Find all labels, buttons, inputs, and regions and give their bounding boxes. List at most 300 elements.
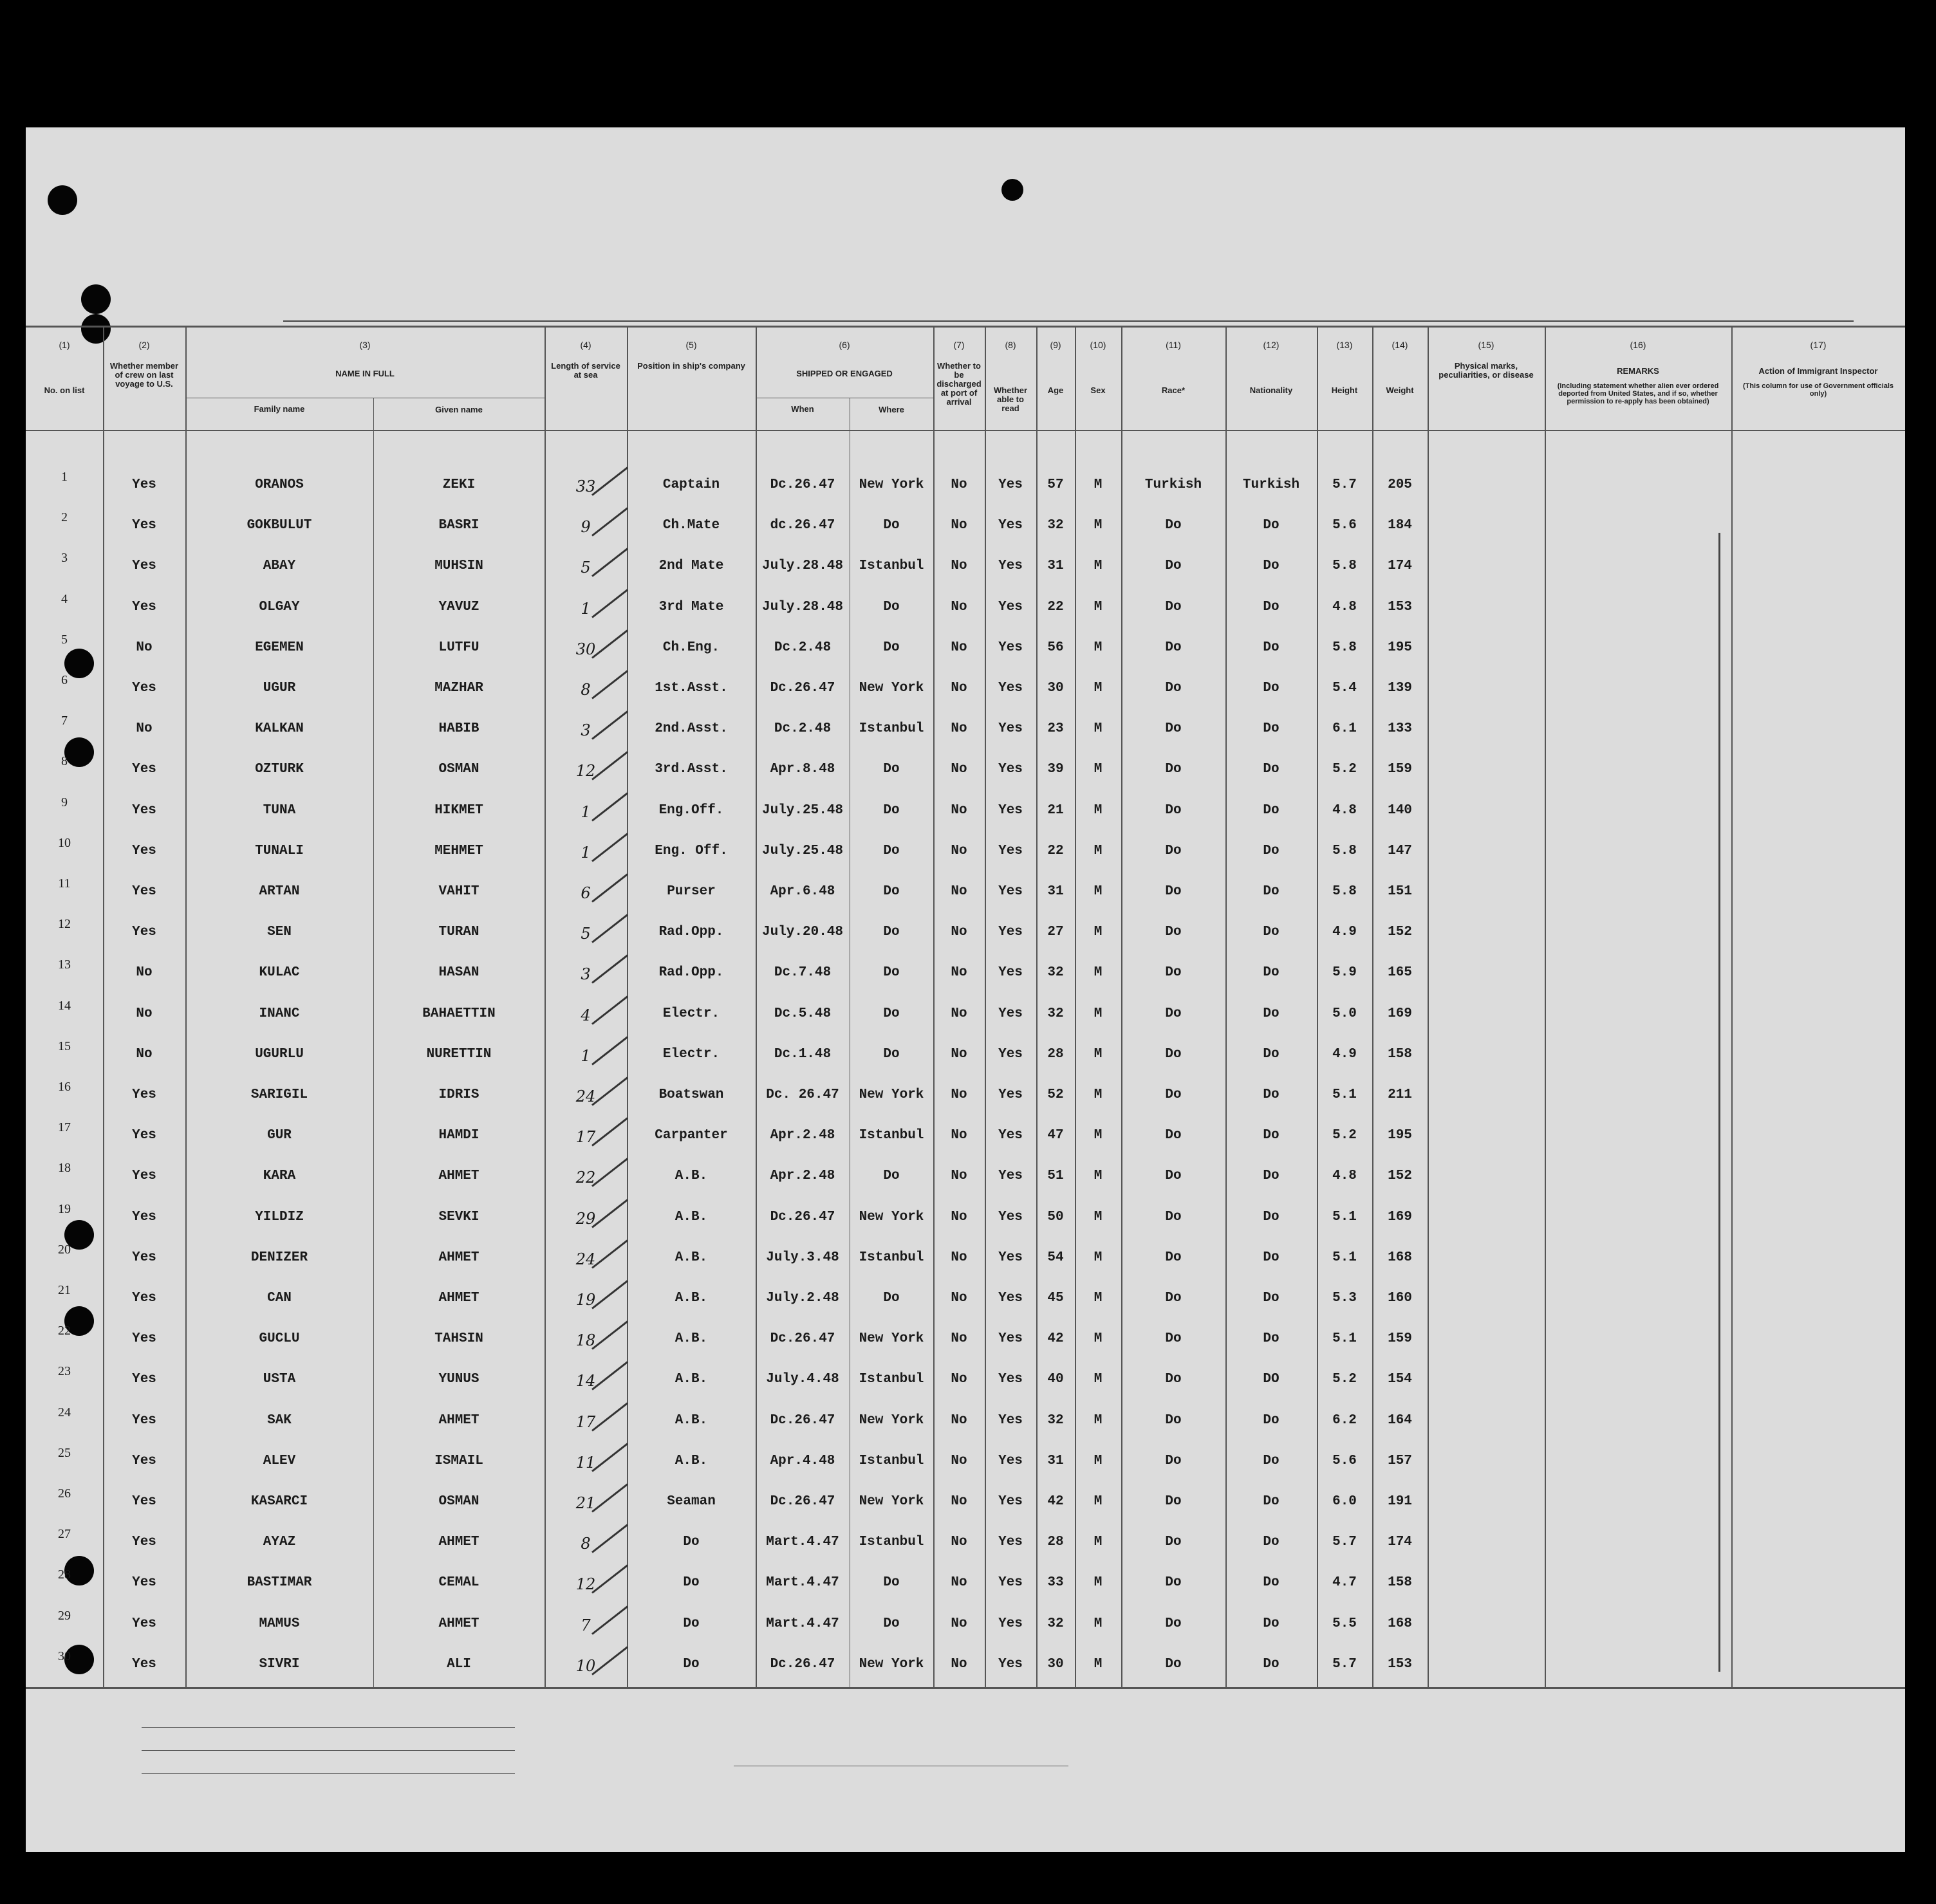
family-name-cell: YILDIZ bbox=[255, 1209, 304, 1225]
family-name-cell: UGURLU bbox=[255, 1046, 304, 1062]
race-cell: Do bbox=[1165, 1372, 1182, 1387]
row-number: 21 bbox=[58, 1283, 71, 1297]
sex-cell: M bbox=[1094, 1169, 1103, 1184]
position-cell: A.B. bbox=[675, 1169, 708, 1184]
race-cell: Do bbox=[1165, 640, 1182, 655]
weight-cell: 165 bbox=[1388, 965, 1412, 981]
sex-cell: M bbox=[1094, 965, 1103, 981]
given-name-cell: TAHSIN bbox=[434, 1331, 483, 1347]
family-name-cell: ABAY bbox=[263, 559, 296, 574]
family-name-cell: TUNALI bbox=[255, 843, 304, 858]
age-cell: 32 bbox=[1047, 965, 1064, 981]
service-length-cell: 14 bbox=[575, 1372, 596, 1391]
nationality-cell: Turkish bbox=[1242, 477, 1300, 492]
row-number: 25 bbox=[58, 1445, 71, 1460]
nationality-cell: Do bbox=[1263, 640, 1280, 655]
column-header-rule bbox=[26, 430, 1905, 431]
weight-cell: 157 bbox=[1388, 1453, 1412, 1468]
last-voyage-cell: Yes bbox=[132, 1128, 156, 1143]
discharged-cell: No bbox=[951, 802, 967, 818]
given-name-cell: NURETTIN bbox=[426, 1046, 492, 1062]
shipped-where-cell: Do bbox=[883, 1616, 900, 1631]
shipped-when-cell: Dc.2.48 bbox=[774, 721, 832, 737]
discharged-cell: No bbox=[951, 1616, 967, 1631]
height-cell: 6.1 bbox=[1332, 721, 1357, 737]
given-name-cell: HASAN bbox=[438, 965, 479, 981]
column-number: (7) bbox=[953, 340, 965, 350]
nationality-cell: Do bbox=[1263, 721, 1280, 737]
discharged-cell: No bbox=[951, 1656, 967, 1672]
family-name-cell: KASARCI bbox=[250, 1494, 308, 1509]
shipped-when-cell: July.20.48 bbox=[761, 925, 844, 940]
column-header: Position in ship's company bbox=[637, 361, 745, 371]
height-cell: 6.2 bbox=[1332, 1412, 1357, 1428]
position-cell: Ch.Eng. bbox=[662, 640, 720, 655]
height-cell: 5.2 bbox=[1332, 762, 1357, 777]
able-to-read-cell: Yes bbox=[998, 1006, 1023, 1021]
given-name-cell: MUHSIN bbox=[434, 559, 483, 574]
position-cell: Electr. bbox=[662, 1046, 720, 1062]
age-cell: 33 bbox=[1047, 1575, 1064, 1591]
age-cell: 28 bbox=[1047, 1535, 1064, 1550]
family-name-cell: KALKAN bbox=[255, 721, 304, 737]
column-header: Weight bbox=[1386, 385, 1414, 395]
nationality-cell: Do bbox=[1263, 1209, 1280, 1225]
shipped-where-cell: Do bbox=[883, 1046, 900, 1062]
able-to-read-cell: Yes bbox=[998, 1575, 1023, 1591]
row-number: 16 bbox=[58, 1080, 71, 1094]
weight-cell: 205 bbox=[1388, 477, 1412, 492]
family-name-cell: SIVRI bbox=[259, 1656, 300, 1672]
race-cell: Do bbox=[1165, 965, 1182, 981]
row-number: 26 bbox=[58, 1486, 71, 1501]
shipped-when-cell: Dc.26.47 bbox=[770, 1331, 835, 1347]
shipped-when-cell: Dc.26.47 bbox=[770, 1494, 835, 1509]
discharged-cell: No bbox=[951, 599, 967, 615]
service-length-cell: 12 bbox=[575, 762, 596, 781]
discharged-cell: No bbox=[951, 1046, 967, 1062]
row-number: 14 bbox=[58, 998, 71, 1013]
position-cell: Eng. Off. bbox=[655, 843, 728, 858]
nationality-cell: Do bbox=[1263, 762, 1280, 777]
able-to-read-cell: Yes bbox=[998, 1494, 1023, 1509]
last-voyage-cell: Yes bbox=[132, 477, 156, 492]
sex-cell: M bbox=[1094, 1372, 1103, 1387]
age-cell: 32 bbox=[1047, 1006, 1064, 1021]
shipped-where-cell: New York bbox=[859, 1331, 924, 1347]
shipped-when-cell: Mart.4.47 bbox=[766, 1575, 839, 1591]
sex-cell: M bbox=[1094, 1250, 1103, 1265]
shipped-where-cell: New York bbox=[859, 1087, 924, 1102]
weight-cell: 158 bbox=[1388, 1575, 1412, 1591]
shipped-when-cell: July.2.48 bbox=[766, 1291, 839, 1306]
age-cell: 42 bbox=[1047, 1331, 1064, 1347]
column-header: Sex bbox=[1090, 385, 1106, 395]
service-length-cell: 6 bbox=[581, 884, 591, 902]
race-cell: Do bbox=[1165, 762, 1182, 777]
service-length-cell: 7 bbox=[581, 1616, 591, 1634]
given-name-cell: AHMET bbox=[438, 1412, 479, 1428]
sex-cell: M bbox=[1094, 884, 1103, 899]
row-number: 18 bbox=[58, 1161, 71, 1176]
sex-cell: M bbox=[1094, 1535, 1103, 1550]
shipped-when-cell: July.25.48 bbox=[761, 843, 844, 858]
sex-cell: M bbox=[1094, 1087, 1103, 1102]
shipped-where-cell: Do bbox=[883, 802, 900, 818]
last-voyage-cell: Yes bbox=[132, 1291, 156, 1306]
weight-cell: 160 bbox=[1388, 1291, 1412, 1306]
nationality-cell: Do bbox=[1263, 1046, 1280, 1062]
nationality-cell: Do bbox=[1263, 518, 1280, 533]
position-cell: Do bbox=[683, 1575, 700, 1591]
discharged-cell: No bbox=[951, 1331, 967, 1347]
row-number: 19 bbox=[58, 1201, 71, 1216]
sex-cell: M bbox=[1094, 1575, 1103, 1591]
column-number: (17) bbox=[1810, 340, 1827, 350]
service-length-cell: 18 bbox=[575, 1331, 596, 1350]
given-name-cell: AHMET bbox=[438, 1616, 479, 1631]
shipped-where-cell: Do bbox=[883, 640, 900, 655]
age-cell: 21 bbox=[1047, 802, 1064, 818]
last-voyage-cell: Yes bbox=[132, 802, 156, 818]
service-length-cell: 33 bbox=[575, 477, 596, 495]
shipped-where-cell: New York bbox=[859, 1412, 924, 1428]
discharged-cell: No bbox=[951, 1169, 967, 1184]
shipped-where-cell: Do bbox=[883, 1575, 900, 1591]
service-length-cell: 1 bbox=[581, 1046, 591, 1065]
weight-cell: 159 bbox=[1388, 762, 1412, 777]
row-number: 20 bbox=[58, 1242, 71, 1257]
weight-cell: 169 bbox=[1388, 1209, 1412, 1225]
weight-cell: 195 bbox=[1388, 640, 1412, 655]
able-to-read-cell: Yes bbox=[998, 884, 1023, 899]
nationality-cell: Do bbox=[1263, 884, 1280, 899]
able-to-read-cell: Yes bbox=[998, 1453, 1023, 1468]
height-cell: 5.1 bbox=[1332, 1209, 1357, 1225]
column-number: (9) bbox=[1050, 340, 1061, 350]
given-name-cell: VAHIT bbox=[438, 884, 479, 899]
sex-cell: M bbox=[1094, 1046, 1103, 1062]
service-length-cell: 12 bbox=[575, 1575, 596, 1594]
last-voyage-cell: No bbox=[136, 721, 153, 737]
age-cell: 23 bbox=[1047, 721, 1064, 737]
service-length-cell: 5 bbox=[581, 559, 591, 577]
shipped-when-cell: Apr.4.48 bbox=[770, 1453, 835, 1468]
race-cell: Do bbox=[1165, 681, 1182, 696]
age-cell: 30 bbox=[1047, 681, 1064, 696]
position-cell: Do bbox=[683, 1616, 700, 1631]
column-header: NAME IN FULL bbox=[335, 369, 395, 378]
shipped-where-cell: New York bbox=[859, 477, 924, 492]
shipped-where-cell: Do bbox=[883, 1169, 900, 1184]
weight-cell: 184 bbox=[1388, 518, 1412, 533]
discharged-cell: No bbox=[951, 1494, 967, 1509]
last-voyage-cell: No bbox=[136, 965, 153, 981]
able-to-read-cell: Yes bbox=[998, 640, 1023, 655]
last-voyage-cell: Yes bbox=[132, 1169, 156, 1184]
height-cell: 4.8 bbox=[1332, 1169, 1357, 1184]
sex-cell: M bbox=[1094, 559, 1103, 574]
service-length-cell: 1 bbox=[581, 599, 591, 618]
column-number: (13) bbox=[1336, 340, 1353, 350]
row-number: 22 bbox=[58, 1324, 71, 1338]
column-header: Height bbox=[1331, 385, 1358, 395]
row-number: 11 bbox=[58, 876, 71, 891]
discharged-cell: No bbox=[951, 1535, 967, 1550]
sex-cell: M bbox=[1094, 640, 1103, 655]
row-number: 13 bbox=[58, 957, 71, 972]
height-cell: 5.9 bbox=[1332, 965, 1357, 981]
service-length-cell: 8 bbox=[581, 1535, 591, 1553]
column-number: (1) bbox=[59, 340, 70, 350]
height-cell: 6.0 bbox=[1332, 1494, 1357, 1509]
nationality-cell: Do bbox=[1263, 1453, 1280, 1468]
weight-cell: 154 bbox=[1388, 1372, 1412, 1387]
shipped-where-cell: New York bbox=[859, 1209, 924, 1225]
row-number: 8 bbox=[61, 754, 68, 769]
nationality-cell: DO bbox=[1263, 1372, 1280, 1387]
sex-cell: M bbox=[1094, 477, 1103, 492]
given-name-cell: HIKMET bbox=[434, 802, 483, 818]
position-cell: A.B. bbox=[675, 1250, 708, 1265]
shipped-where-cell: Istanbul bbox=[859, 1372, 924, 1387]
given-name-cell: HAMDI bbox=[438, 1128, 479, 1143]
last-voyage-cell: Yes bbox=[132, 762, 156, 777]
able-to-read-cell: Yes bbox=[998, 599, 1023, 615]
service-length-cell: 5 bbox=[581, 925, 591, 943]
age-cell: 51 bbox=[1047, 1169, 1064, 1184]
weight-cell: 191 bbox=[1388, 1494, 1412, 1509]
position-cell: A.B. bbox=[675, 1291, 708, 1306]
column-header: Action of Immigrant Inspector bbox=[1758, 366, 1878, 376]
able-to-read-cell: Yes bbox=[998, 1046, 1023, 1062]
able-to-read-cell: Yes bbox=[998, 1656, 1023, 1672]
discharged-cell: No bbox=[951, 1575, 967, 1591]
able-to-read-cell: Yes bbox=[998, 721, 1023, 737]
height-cell: 4.8 bbox=[1332, 599, 1357, 615]
sex-cell: M bbox=[1094, 1209, 1103, 1225]
nationality-cell: Do bbox=[1263, 1128, 1280, 1143]
weight-cell: 133 bbox=[1388, 721, 1412, 737]
age-cell: 32 bbox=[1047, 1616, 1064, 1631]
race-cell: Do bbox=[1165, 1656, 1182, 1672]
shipped-where-cell: Do bbox=[883, 518, 900, 533]
able-to-read-cell: Yes bbox=[998, 1209, 1023, 1225]
shipped-where-cell: Istanbul bbox=[859, 1128, 924, 1143]
race-cell: Do bbox=[1165, 1087, 1182, 1102]
last-voyage-cell: Yes bbox=[132, 1087, 156, 1102]
weight-cell: 158 bbox=[1388, 1046, 1412, 1062]
shipped-when-cell: Apr.2.48 bbox=[770, 1128, 835, 1143]
height-cell: 5.7 bbox=[1332, 1656, 1357, 1672]
service-length-cell: 9 bbox=[581, 518, 591, 537]
column-header: REMARKS bbox=[1617, 366, 1659, 376]
able-to-read-cell: Yes bbox=[998, 559, 1023, 574]
sex-cell: M bbox=[1094, 1006, 1103, 1021]
race-cell: Do bbox=[1165, 1291, 1182, 1306]
column-number: (14) bbox=[1392, 340, 1408, 350]
nationality-cell: Do bbox=[1263, 681, 1280, 696]
family-name-cell: GUCLU bbox=[259, 1331, 300, 1347]
discharged-cell: No bbox=[951, 1209, 967, 1225]
column-number: (2) bbox=[138, 340, 150, 350]
row-number: 5 bbox=[61, 632, 68, 647]
position-cell: A.B. bbox=[675, 1372, 708, 1387]
column-subheader: (Including statement whether alien ever ordered deported from United States, and if so, whether permission to re-apply has been obtained) bbox=[1557, 382, 1719, 405]
position-cell: A.B. bbox=[675, 1412, 708, 1428]
given-name-cell: TURAN bbox=[438, 925, 479, 940]
last-voyage-cell: Yes bbox=[132, 843, 156, 858]
weight-cell: 211 bbox=[1388, 1087, 1412, 1102]
height-cell: 5.8 bbox=[1332, 559, 1357, 574]
table-bottom-rule bbox=[26, 1687, 1905, 1689]
position-cell: 3rd.Asst. bbox=[655, 762, 728, 777]
sex-cell: M bbox=[1094, 1291, 1103, 1306]
position-cell: Eng.Off. bbox=[658, 802, 724, 818]
punch-hole bbox=[48, 185, 77, 215]
race-cell: Turkish bbox=[1144, 477, 1202, 492]
shipped-when-cell: Dc.26.47 bbox=[770, 1412, 835, 1428]
family-name-cell: SARIGIL bbox=[250, 1087, 308, 1102]
height-cell: 5.8 bbox=[1332, 884, 1357, 899]
service-length-cell: 10 bbox=[575, 1656, 596, 1675]
column-header: Race* bbox=[1161, 385, 1186, 395]
able-to-read-cell: Yes bbox=[998, 925, 1023, 940]
family-name-cell: BASTIMAR bbox=[247, 1575, 312, 1591]
race-cell: Do bbox=[1165, 884, 1182, 899]
height-cell: 5.6 bbox=[1332, 1453, 1357, 1468]
given-name-cell: OSMAN bbox=[438, 1494, 479, 1509]
discharged-cell: No bbox=[951, 518, 967, 533]
column-number: (4) bbox=[580, 340, 591, 350]
nationality-cell: Do bbox=[1263, 559, 1280, 574]
shipped-where-cell: New York bbox=[859, 681, 924, 696]
race-cell: Do bbox=[1165, 1535, 1182, 1550]
column-number: (5) bbox=[685, 340, 697, 350]
row-number: 12 bbox=[58, 917, 71, 932]
able-to-read-cell: Yes bbox=[998, 1372, 1023, 1387]
discharged-cell: No bbox=[951, 681, 967, 696]
last-voyage-cell: Yes bbox=[132, 1575, 156, 1591]
position-cell: Boatswan bbox=[658, 1087, 724, 1102]
shipped-when-cell: Dc.26.47 bbox=[770, 1656, 835, 1672]
race-cell: Do bbox=[1165, 1616, 1182, 1631]
height-cell: 5.2 bbox=[1332, 1372, 1357, 1387]
family-name-cell: ARTAN bbox=[259, 884, 300, 899]
shipped-when-cell: Mart.4.47 bbox=[766, 1535, 839, 1550]
shipped-when-cell: Dc.2.48 bbox=[774, 640, 832, 655]
weight-cell: 159 bbox=[1388, 1331, 1412, 1347]
column-header: Whether to be discharged at port of arrival bbox=[936, 361, 982, 407]
last-voyage-cell: No bbox=[136, 1006, 153, 1021]
family-name-cell: GOKBULUT bbox=[247, 518, 312, 533]
column-number: (11) bbox=[1166, 340, 1181, 350]
shipped-where-cell: New York bbox=[859, 1656, 924, 1672]
shipped-when-cell: July.3.48 bbox=[766, 1250, 839, 1265]
height-cell: 4.9 bbox=[1332, 1046, 1357, 1062]
position-cell: 2nd.Asst. bbox=[655, 721, 728, 737]
position-cell: Electr. bbox=[662, 1006, 720, 1021]
race-cell: Do bbox=[1165, 599, 1182, 615]
row-number: 15 bbox=[58, 1039, 71, 1053]
position-cell: A.B. bbox=[675, 1453, 708, 1468]
last-voyage-cell: Yes bbox=[132, 518, 156, 533]
shipped-where-cell: Istanbul bbox=[859, 721, 924, 737]
sex-cell: M bbox=[1094, 802, 1103, 818]
row-number: 6 bbox=[61, 673, 68, 687]
age-cell: 32 bbox=[1047, 518, 1064, 533]
given-name-cell: IDRIS bbox=[438, 1087, 479, 1102]
column-subheader: Where bbox=[879, 405, 904, 414]
age-cell: 32 bbox=[1047, 1412, 1064, 1428]
nationality-cell: Do bbox=[1263, 1656, 1280, 1672]
weight-cell: 169 bbox=[1388, 1006, 1412, 1021]
age-cell: 45 bbox=[1047, 1291, 1064, 1306]
shipped-where-cell: Istanbul bbox=[859, 1250, 924, 1265]
shipped-when-cell: July.28.48 bbox=[761, 599, 844, 615]
family-name-cell: SEN bbox=[267, 925, 292, 940]
vessel-underline bbox=[283, 320, 1854, 322]
given-name-cell: SEVKI bbox=[438, 1209, 479, 1225]
age-cell: 47 bbox=[1047, 1128, 1064, 1143]
nationality-cell: Do bbox=[1263, 925, 1280, 940]
able-to-read-cell: Yes bbox=[998, 518, 1023, 533]
shipped-where-cell: Do bbox=[883, 925, 900, 940]
nationality-cell: Do bbox=[1263, 1616, 1280, 1631]
weight-cell: 152 bbox=[1388, 1169, 1412, 1184]
position-cell: Carpanter bbox=[655, 1128, 728, 1143]
discharged-cell: No bbox=[951, 1291, 967, 1306]
given-name-cell: ALI bbox=[447, 1656, 471, 1672]
last-voyage-cell: Yes bbox=[132, 559, 156, 574]
column-rule bbox=[1545, 327, 1546, 1688]
nationality-cell: Do bbox=[1263, 1331, 1280, 1347]
row-number: 23 bbox=[58, 1364, 71, 1379]
last-voyage-cell: Yes bbox=[132, 1412, 156, 1428]
weight-cell: 168 bbox=[1388, 1616, 1412, 1631]
column-header: Nationality bbox=[1249, 385, 1293, 395]
shipped-where-cell: Do bbox=[883, 599, 900, 615]
row-number: 29 bbox=[58, 1608, 71, 1623]
given-name-cell: LUTFU bbox=[438, 640, 479, 655]
family-name-cell: TUNA bbox=[263, 802, 296, 818]
last-voyage-cell: Yes bbox=[132, 1535, 156, 1550]
race-cell: Do bbox=[1165, 559, 1182, 574]
given-name-cell: ISMAIL bbox=[434, 1453, 483, 1468]
race-cell: Do bbox=[1165, 721, 1182, 737]
race-cell: Do bbox=[1165, 1169, 1182, 1184]
age-cell: 31 bbox=[1047, 1453, 1064, 1468]
shipped-where-cell: New York bbox=[859, 1494, 924, 1509]
nationality-cell: Do bbox=[1263, 1250, 1280, 1265]
weight-cell: 153 bbox=[1388, 599, 1412, 615]
able-to-read-cell: Yes bbox=[998, 843, 1023, 858]
family-name-cell: KARA bbox=[263, 1169, 296, 1184]
shipped-when-cell: Dc.26.47 bbox=[770, 1209, 835, 1225]
column-rule bbox=[1731, 327, 1733, 1688]
race-cell: Do bbox=[1165, 1412, 1182, 1428]
sex-cell: M bbox=[1094, 1616, 1103, 1631]
position-cell: Purser bbox=[667, 884, 716, 899]
punch-hole bbox=[81, 284, 111, 314]
column-header: No. on list bbox=[44, 385, 85, 395]
race-cell: Do bbox=[1165, 843, 1182, 858]
age-cell: 40 bbox=[1047, 1372, 1064, 1387]
service-length-cell: 1 bbox=[581, 802, 591, 821]
given-name-cell: BASRI bbox=[438, 518, 479, 533]
able-to-read-cell: Yes bbox=[998, 1616, 1023, 1631]
position-cell: 2nd Mate bbox=[658, 559, 724, 574]
